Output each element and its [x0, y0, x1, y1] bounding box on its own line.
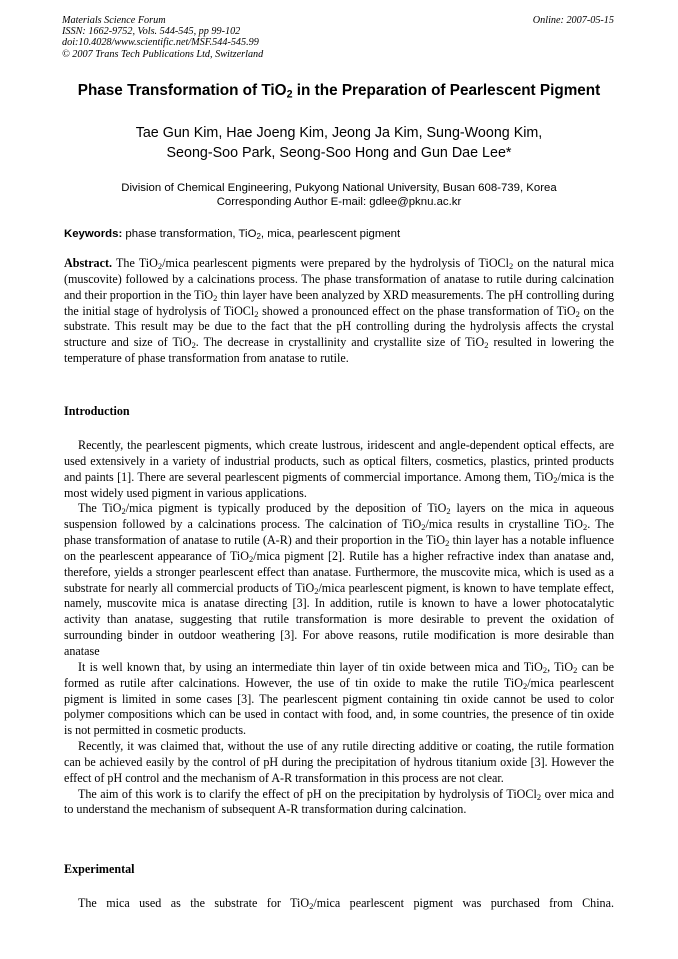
online-date: Online: 2007-05-15 [532, 15, 614, 26]
intro-text: . The phase transformation of anatase to rutile (A-R) and their proportion in the TiO [64, 517, 614, 548]
intro-text: thin layer has a notable influence on the pearlescent appearance of TiO [64, 533, 615, 563]
intro-subscript: 2 [421, 522, 426, 533]
abstract-subscript: 2 [213, 292, 218, 303]
abstract-text: on the substrate. This result may be due to the fact that the pH controlling during the hydrolysis affects the crystal structure and size of TiO [64, 303, 614, 350]
abstract-text: The TiO [112, 256, 158, 270]
abstract-text: showed a pronounced effect on the phase transformation of TiO [258, 303, 576, 318]
abstract-body [64, 256, 614, 365]
keywords-text-2: , mica, pearlescent pigment [260, 228, 401, 240]
intro-paragraph-2 [64, 501, 614, 659]
abstract-subscript: 2 [254, 308, 259, 319]
intro-subscript: 2 [522, 680, 528, 691]
abstract-text: thin layer have been analyzed by XRD measurements. The pH controlling during the initial stage of hydrolysis of TiOCl [64, 287, 614, 318]
intro-subscript: 2 [573, 664, 578, 675]
intro-subscript: 2 [121, 506, 126, 517]
intro-text: It is well known that, by using an intermediate thin layer of tin oxide between mica and TiO [78, 659, 543, 674]
intro-text: Recently, it was claimed that, without the use of any rutile directing additive or coating, the rutile formation can be achieved easily by the control of pH during the precipitation of hydrous titanium oxide [3]. However the effect of pH control and the mechanism of A-R transformation in this process are not clear. [64, 739, 614, 785]
abstract [64, 256, 614, 367]
abstract-subscript: 2 [508, 261, 514, 272]
author-list [40, 123, 638, 163]
intro-text: Recently, the pearlescent pigments, which create lustrous, iridescent and angle-dependent optical effects, are used extensively in a variety of industrial products, such as optical filters, cosmetics, plastics, printed products and paints [1]. There are several pearlescent pigments of commercial importance. Among them, TiO [64, 438, 614, 484]
abstract-text: on the natural mica (muscovite) followed by a calcinations process. The phase transformation of anatase to rutile during calcination and their proportion in the TiO [64, 256, 615, 302]
keywords-text-1: phase transformation, TiO [122, 228, 257, 240]
section-heading-introduction: Introduction [64, 404, 130, 418]
title-text-2: in the Preparation of Pearlescent Pigment [292, 82, 601, 99]
introduction-body [64, 438, 614, 818]
title-subscript: 2 [286, 88, 293, 101]
keywords-subscript: 2 [256, 231, 261, 241]
intro-text: layers on the mica in aqueous suspension followed by a calcinations process. The calcination of TiO [64, 501, 614, 532]
copyright-line: © 2007 Trans Tech Publications Ltd, Switzerland [62, 48, 264, 60]
abstract-paragraph [64, 256, 614, 367]
title-text-1: Phase Transformation of TiO [77, 82, 287, 99]
intro-text: /mica pearlescent pigment is limited in some cases [3]. The pearlescent pigment containing tin oxide cannot be used to color polymer compositions which can be used in contact with food, and, in some countries, the presence of tin oxide is not permitted in cosmetic products. [64, 675, 614, 738]
section-heading-experimental: Experimental [64, 862, 135, 876]
journal-header [62, 15, 263, 60]
abstract-subscript: 2 [157, 261, 163, 272]
intro-subscript: 2 [536, 791, 542, 802]
intro-text: /mica results in crystalline TiO [425, 517, 584, 532]
experimental-subscript: 2 [309, 901, 314, 912]
intro-subscript: 2 [445, 538, 450, 549]
intro-subscript: 2 [542, 664, 548, 675]
intro-text: over mica and to understand the mechanism of subsequent A-R transformation during calcination. [64, 786, 614, 817]
intro-text: /mica pearlescent pigment, is known to have template effect, namely, muscovite mica is anatase directing [3]. In addition, rutile is known to have a lower photocatalytic activity than anatase, suggesting that rutile transformation is more desirable to prevent the oxidation of surrounding binder in outdoor weathering [3]. For above reasons, rutile modification is more desirable than anatase [64, 580, 615, 658]
experimental-body [64, 896, 614, 912]
intro-text: /mica pigment [2]. Rutile has a higher refractive index than anatase and, therefore, yields a stronger pearlescent effect than anatase. Furthermore, the muscovite mica, which is used as a substrate for nearly all commercial products of TiO [64, 548, 614, 595]
abstract-label: Abstract. [64, 256, 113, 270]
abstract-text: /mica pearlescent pigments were prepared by the hydrolysis of TiOCl [162, 256, 509, 270]
abstract-subscript: 2 [191, 340, 196, 351]
intro-text: /mica pigment is typically produced by the deposition of TiO [125, 501, 447, 516]
abstract-text: . The decrease in crystallinity and crystallite size of TiO [195, 335, 485, 350]
intro-text: The TiO [78, 501, 122, 516]
abstract-subscript: 2 [575, 308, 580, 319]
issn-line: ISSN: 1662-9752, Vols. 544-545, pp 99-102 [62, 26, 241, 38]
journal-name: Materials Science Forum [62, 15, 166, 26]
intro-paragraph-5 [64, 787, 614, 819]
corresponding-author-line: Corresponding Author E-mail: gdlee@pknu.ac.kr [216, 195, 462, 208]
authors-line-1: Tae Gun Kim, Hae Joeng Kim, Jeong Ja Kim, Sung-Woong Kim, [135, 125, 543, 141]
intro-text: /mica is the most widely used pigment in various applications. [64, 469, 614, 500]
intro-paragraph-3 [64, 660, 614, 739]
keywords-label: Keywords: [64, 228, 123, 240]
affiliation-line-1: Division of Chemical Engineering, Pukyong National University, Busan 608-739, Korea [121, 182, 557, 194]
authors-line-2: Seong-Soo Park, Seong-Soo Hong and Gun Dae Lee* [166, 145, 512, 161]
intro-subscript: 2 [314, 585, 319, 596]
intro-paragraph-1 [64, 438, 614, 501]
intro-paragraph-4 [64, 739, 614, 787]
abstract-text: resulted in lowering the temperature of phase transformation from anatase to rutile. [64, 335, 614, 366]
intro-subscript: 2 [583, 522, 588, 533]
abstract-subscript: 2 [484, 340, 489, 351]
experimental-paragraph-1 [64, 896, 614, 912]
intro-subscript: 2 [553, 474, 558, 485]
paper-title [40, 81, 638, 100]
keywords-line [64, 227, 614, 241]
intro-text: can be formed as rutile after calcinations. However, the use of tin oxide to make the rutile TiO [64, 659, 614, 690]
experimental-text: /mica pearlescent pigment was purchased from China. [313, 896, 614, 910]
intro-subscript: 2 [446, 506, 451, 517]
affiliation [40, 182, 638, 209]
intro-subscript: 2 [249, 554, 254, 565]
intro-text: The aim of this work is to clarify the effect of pH on the precipitation by hydrolysis of TiOCl [78, 786, 537, 801]
experimental-text: The mica used as the substrate for TiO [78, 896, 310, 910]
doi-line: doi:10.4028/www.scientific.net/MSF.544-545.99 [62, 37, 259, 49]
intro-text: , TiO [547, 659, 574, 674]
